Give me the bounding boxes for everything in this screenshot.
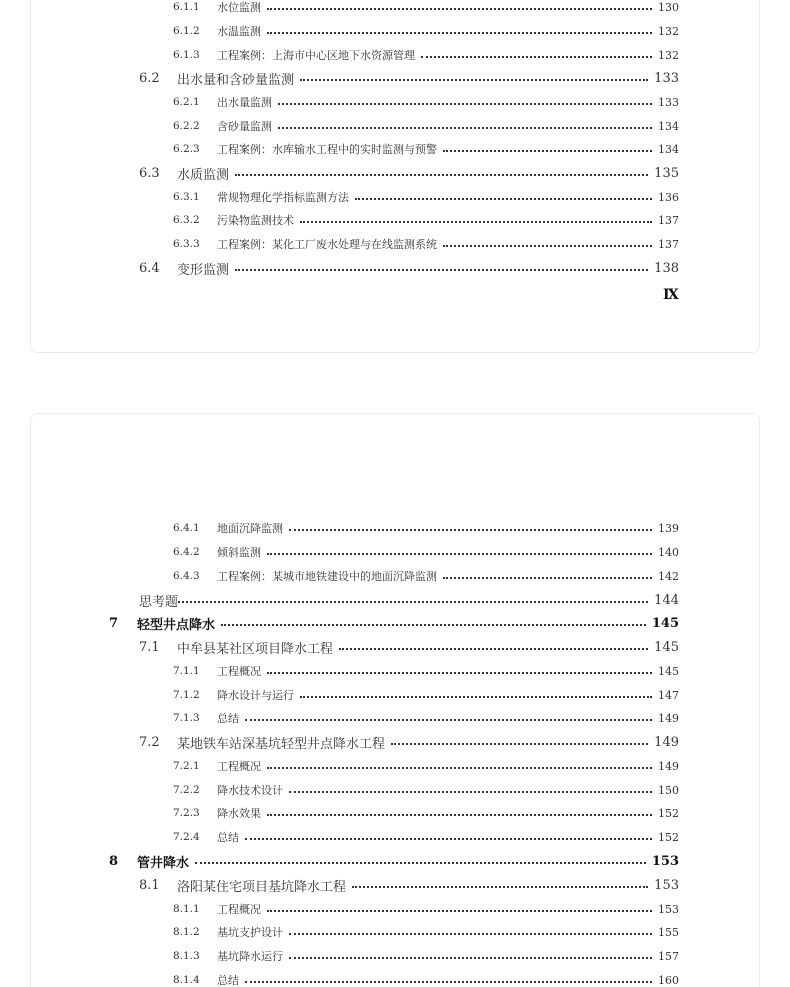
dot-leader [391, 743, 648, 745]
dot-leader [267, 767, 652, 769]
dot-leader [267, 814, 652, 816]
entry-title: 倾斜监测 [217, 546, 261, 559]
dot-leader [245, 981, 652, 983]
entry-title: 管井降水 [137, 855, 190, 871]
entry-title: 思考题 [139, 594, 179, 610]
toc-entry[interactable] [173, 946, 679, 966]
dot-leader [289, 933, 652, 935]
entry-page-number: 133 [654, 70, 679, 86]
toc-entry[interactable] [139, 68, 679, 88]
entry-number: 7.1.3 [173, 712, 200, 724]
entry-number: 6.2.3 [173, 143, 200, 155]
entry-title: 总结 [217, 974, 239, 987]
entry-title: 水质监测 [177, 167, 230, 183]
document-page[interactable] [30, 0, 760, 353]
entry-number: 8.1.4 [173, 974, 200, 986]
entry-page-number: 136 [658, 190, 679, 204]
entry-title: 工程概况 [217, 665, 261, 678]
entry-title: 工程案例：上海市中心区地下水资源管理 [217, 49, 415, 62]
entry-number: 6.4 [139, 260, 160, 276]
toc-entry[interactable] [173, 45, 679, 65]
dot-leader [278, 127, 652, 129]
dot-leader [235, 174, 648, 176]
entry-number: 8.1.1 [173, 903, 200, 915]
dot-leader [267, 672, 652, 674]
entry-title: 污染物监测技术 [217, 214, 294, 227]
entry-page-number: 157 [658, 949, 679, 963]
entry-page-number: 150 [658, 783, 679, 797]
dot-leader [443, 577, 652, 579]
dot-leader [300, 696, 652, 698]
toc-entry[interactable] [173, 187, 679, 207]
dot-leader [289, 529, 652, 531]
entry-page-number: 145 [658, 664, 679, 678]
toc-entry[interactable] [173, 566, 679, 586]
toc-entry[interactable] [173, 210, 679, 230]
entry-page-number: 132 [658, 48, 679, 62]
entry-number: 8.1.3 [173, 950, 200, 962]
toc-entry[interactable] [173, 827, 679, 847]
dot-leader [443, 245, 652, 247]
entry-title: 变形监测 [177, 262, 230, 278]
entry-number: 6.4.3 [173, 570, 200, 582]
entry-number: 6.3.1 [173, 191, 200, 203]
entry-title: 某地铁车站深基坑轻型井点降水工程 [177, 736, 386, 752]
entry-page-number: 153 [658, 902, 679, 916]
dot-leader [178, 601, 648, 603]
entry-page-number: 134 [658, 142, 679, 156]
dot-leader [289, 791, 652, 793]
entry-page-number: 133 [658, 95, 679, 109]
entry-page-number: 142 [658, 569, 679, 583]
dot-leader [195, 862, 646, 864]
entry-number: 6.1.3 [173, 49, 200, 61]
entry-title: 工程案例：某城市地铁建设中的地面沉降监测 [217, 570, 437, 583]
dot-leader [352, 886, 648, 888]
entry-number: 6.2.1 [173, 96, 200, 108]
entry-title: 基坑降水运行 [217, 950, 283, 963]
entry-page-number: 147 [658, 688, 679, 702]
toc-entry[interactable] [173, 21, 679, 41]
entry-title: 基坑支护设计 [217, 926, 283, 939]
entry-number: 7 [109, 615, 119, 631]
entry-page-number: 145 [651, 615, 679, 631]
entry-title: 总结 [217, 712, 239, 725]
entry-page-number: 132 [658, 24, 679, 38]
dot-leader [421, 56, 652, 58]
entry-page-number: 130 [658, 0, 679, 14]
toc-entry[interactable] [173, 518, 679, 538]
dot-leader [339, 648, 648, 650]
entry-number: 7.2.1 [173, 760, 200, 772]
entry-title: 含砂量监测 [217, 120, 272, 133]
entry-page-number: 135 [654, 165, 679, 181]
toc-entry[interactable] [173, 92, 679, 112]
entry-title: 水温监测 [217, 25, 261, 38]
entry-title: 地面沉降监测 [217, 522, 283, 535]
entry-page-number: 152 [658, 830, 679, 844]
toc-entry[interactable] [173, 803, 679, 823]
entry-page-number: 155 [658, 925, 679, 939]
toc-entry[interactable] [139, 590, 679, 610]
entry-number: 6.4.2 [173, 546, 200, 558]
entry-number: 6.1.1 [173, 1, 200, 13]
entry-number: 7.1.2 [173, 689, 200, 701]
toc-entry[interactable] [109, 613, 679, 633]
dot-leader [443, 150, 652, 152]
toc-entry[interactable] [173, 970, 679, 987]
entry-title: 降水效果 [217, 807, 261, 820]
entry-title: 中牟县某社区项目降水工程 [177, 641, 334, 657]
entry-page-number: 145 [654, 639, 679, 655]
entry-number: 7.2 [139, 734, 160, 750]
entry-number: 7.2.3 [173, 807, 200, 819]
toc-entry[interactable] [173, 234, 679, 254]
dot-leader [235, 269, 648, 271]
entry-page-number: 139 [658, 521, 679, 535]
dot-leader [221, 624, 646, 626]
entry-number: 6.3.3 [173, 238, 200, 250]
dot-leader [267, 553, 652, 555]
entry-title: 降水技术设计 [217, 784, 283, 797]
entry-number: 6.3.2 [173, 214, 200, 226]
toc-entry[interactable] [139, 732, 679, 752]
entry-title: 常规物理化学指标监测方法 [217, 191, 349, 204]
entry-number: 8.1.2 [173, 926, 200, 938]
dot-leader [267, 8, 652, 10]
entry-page-number: 144 [654, 592, 679, 608]
entry-title: 总结 [217, 831, 239, 844]
entry-title: 降水设计与运行 [217, 689, 294, 702]
dot-leader [278, 103, 652, 105]
dot-leader [245, 719, 652, 721]
dot-leader [267, 910, 652, 912]
toc-entry[interactable] [173, 899, 679, 919]
document-page[interactable] [30, 413, 760, 987]
dot-leader [300, 79, 648, 81]
entry-page-number: 137 [658, 237, 679, 251]
entry-number: 8.1 [139, 877, 160, 893]
dot-leader [245, 838, 652, 840]
entry-number: 8 [109, 853, 119, 869]
entry-title: 出水量监测 [217, 96, 272, 109]
entry-page-number: 153 [654, 877, 679, 893]
entry-number: 7.2.2 [173, 784, 200, 796]
entry-page-number: 149 [658, 759, 679, 773]
toc-entry[interactable] [173, 542, 679, 562]
entry-page-number: 137 [658, 213, 679, 227]
toc-entry[interactable] [173, 661, 679, 681]
toc-entry[interactable] [139, 163, 679, 183]
toc-entry[interactable] [173, 922, 679, 942]
entry-title: 轻型井点降水 [137, 617, 216, 633]
entry-page-number: 152 [658, 806, 679, 820]
toc-entry[interactable] [173, 0, 679, 17]
entry-title: 工程案例：某化工厂废水处理与在线监测系统 [217, 238, 437, 251]
entry-page-number: 134 [658, 119, 679, 133]
entry-number: 7.2.4 [173, 831, 200, 843]
toc-entry[interactable] [139, 637, 679, 657]
entry-number: 6.3 [139, 165, 160, 181]
entry-title: 出水量和含砂量监测 [177, 72, 295, 88]
entry-title: 工程概况 [217, 760, 261, 773]
entry-number: 6.2.2 [173, 120, 200, 132]
dot-leader [355, 198, 652, 200]
toc-entry[interactable] [109, 851, 679, 871]
entry-title: 洛阳某住宅项目基坑降水工程 [177, 879, 347, 895]
entry-number: 7.1.1 [173, 665, 200, 677]
toc-entry[interactable] [173, 139, 679, 159]
entry-page-number: 160 [658, 973, 679, 987]
entry-page-number: 140 [658, 545, 679, 559]
dot-leader [289, 957, 652, 959]
dot-leader [267, 32, 652, 34]
entry-page-number: 153 [651, 853, 679, 869]
entry-page-number: 149 [658, 711, 679, 725]
entry-number: 7.1 [139, 639, 160, 655]
toc-entry[interactable] [173, 708, 679, 728]
toc-entry[interactable] [173, 780, 679, 800]
page-number-label: Ⅸ [663, 287, 679, 303]
toc-entry[interactable] [139, 875, 679, 895]
entry-number: 6.4.1 [173, 522, 200, 534]
toc-entry[interactable] [173, 685, 679, 705]
entry-title: 工程案例：水库输水工程中的实时监测与预警 [217, 143, 437, 156]
entry-title: 工程概况 [217, 903, 261, 916]
toc-entry[interactable] [139, 258, 679, 278]
toc-entry[interactable] [173, 756, 679, 776]
entry-page-number: 138 [654, 260, 679, 276]
entry-number: 6.2 [139, 70, 160, 86]
entry-page-number: 149 [654, 734, 679, 750]
entry-title: 水位监测 [217, 1, 261, 14]
dot-leader [300, 221, 652, 223]
entry-number: 6.1.2 [173, 25, 200, 37]
toc-entry[interactable] [173, 116, 679, 136]
